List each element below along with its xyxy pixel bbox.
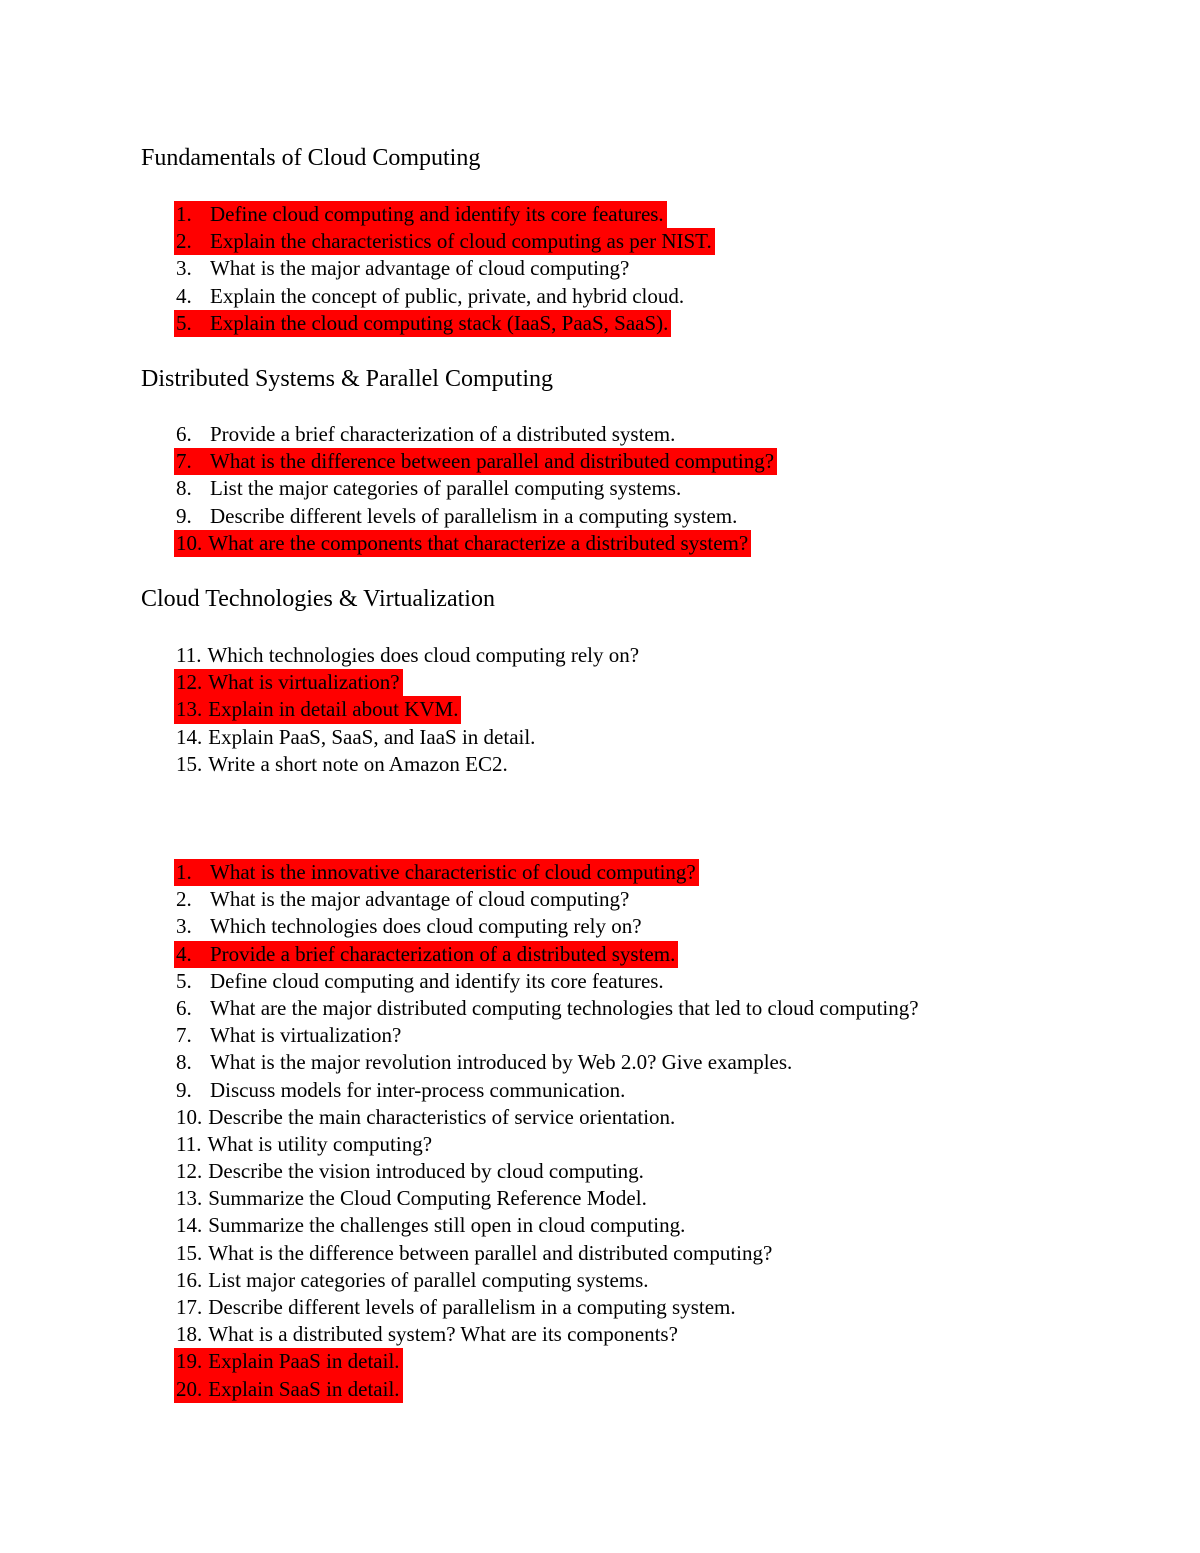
question-number: 13. <box>176 1186 203 1211</box>
question-item <box>176 201 715 228</box>
question-item <box>176 1294 922 1321</box>
question-text-wrap <box>174 1158 647 1185</box>
question-item <box>176 475 777 502</box>
question-text: What is utility computing? <box>207 1131 433 1156</box>
question-text: Discuss models for inter-process communication. <box>210 1077 626 1102</box>
question-text: Describe different levels of parallelism in a computing system. <box>210 503 738 528</box>
question-text: Provide a brief characterization of a distributed system. <box>210 941 676 966</box>
question-number: 6. <box>176 422 192 446</box>
question-list-additional <box>176 859 922 1403</box>
highlighted-question <box>174 310 671 337</box>
question-item <box>176 1104 922 1131</box>
question-text-wrap <box>174 968 667 995</box>
question-text-wrap <box>174 1212 688 1239</box>
question-item <box>176 530 777 557</box>
section-heading-distributed-systems: Distributed Systems & Parallel Computing <box>141 366 553 392</box>
question-number: 15. <box>176 751 203 776</box>
question-number: 17. <box>176 1295 203 1319</box>
question-text-wrap <box>174 255 632 282</box>
question-text-wrap <box>174 475 684 502</box>
question-item <box>176 696 642 723</box>
question-number: 3. <box>176 256 192 281</box>
question-item <box>176 859 922 886</box>
question-number: 12. <box>176 1159 203 1184</box>
question-text: Summarize the Cloud Computing Reference Model. <box>208 1186 647 1211</box>
question-item <box>176 913 922 940</box>
question-number: 2. <box>176 887 192 912</box>
question-text-wrap <box>174 1294 739 1321</box>
question-item <box>176 1348 922 1375</box>
question-item <box>176 968 922 995</box>
question-item <box>176 886 922 913</box>
question-number: 9. <box>176 503 192 528</box>
question-text: What is the major revolution introduced by Web 2.0? Give examples. <box>210 1050 793 1075</box>
question-text: Explain in detail about KVM. <box>208 697 459 722</box>
question-number: 8. <box>176 476 192 501</box>
question-item <box>176 1185 922 1212</box>
question-item <box>176 1158 922 1185</box>
question-text: Provide a brief characterization of a distributed system. <box>210 422 676 446</box>
section-heading-cloud-technologies: Cloud Technologies & Virtualization <box>141 586 495 612</box>
question-text: Explain the cloud computing stack (IaaS, PaaS, SaaS). <box>210 310 669 335</box>
question-text-wrap <box>174 1131 435 1158</box>
question-number: 6. <box>176 995 192 1020</box>
question-item <box>176 1077 922 1104</box>
question-text-wrap <box>174 995 922 1022</box>
question-text: What is the major advantage of cloud computing? <box>210 887 630 912</box>
question-text-wrap <box>174 724 538 751</box>
question-text-wrap <box>174 283 687 310</box>
question-text: Describe the vision introduced by cloud computing. <box>208 1159 644 1184</box>
question-item <box>176 1212 922 1239</box>
question-number: 18. <box>176 1322 203 1347</box>
question-number: 15. <box>176 1240 203 1265</box>
section-heading-fundamentals: Fundamentals of Cloud Computing <box>141 145 481 171</box>
question-item <box>176 448 777 475</box>
question-number: 14. <box>176 1213 203 1238</box>
question-number: 5. <box>176 310 192 335</box>
question-text: Describe the main characteristics of service orientation. <box>208 1104 676 1129</box>
question-number: 10. <box>176 530 203 555</box>
question-number: 11. <box>176 1131 202 1156</box>
question-text: Summarize the challenges still open in cloud computing. <box>208 1213 686 1238</box>
question-item <box>176 228 715 255</box>
question-list-fundamentals <box>176 201 715 337</box>
highlighted-question <box>174 941 678 968</box>
question-item <box>176 751 642 778</box>
question-text-wrap <box>174 751 511 778</box>
question-text-wrap <box>174 1077 628 1104</box>
highlighted-question <box>174 859 699 886</box>
question-text: List the major categories of parallel computing systems. <box>210 476 682 501</box>
question-text: Define cloud computing and identify its core features. <box>210 968 664 993</box>
question-text: What is virtualization? <box>208 670 400 695</box>
question-number: 13. <box>176 697 203 722</box>
question-text-wrap <box>174 1104 678 1131</box>
question-number: 2. <box>176 229 192 254</box>
question-item <box>176 1131 922 1158</box>
question-text-wrap <box>174 1049 795 1076</box>
question-text: Explain the characteristics of cloud computing as per NIST. <box>210 229 712 254</box>
question-text: Which technologies does cloud computing rely on? <box>210 914 642 939</box>
question-number: 11. <box>176 643 202 667</box>
question-text: Describe different levels of parallelism in a computing system. <box>208 1295 736 1319</box>
question-text-wrap <box>174 1321 681 1348</box>
question-number: 9. <box>176 1077 192 1102</box>
question-number: 4. <box>176 941 192 966</box>
highlighted-question <box>174 530 751 557</box>
question-number: 3. <box>176 914 192 939</box>
question-number: 10. <box>176 1104 203 1129</box>
question-text: Explain the concept of public, private, and hybrid cloud. <box>210 283 685 308</box>
question-text: What is the innovative characteristic of cloud computing? <box>210 860 696 884</box>
question-text: Write a short note on Amazon EC2. <box>208 751 508 776</box>
question-item <box>176 1049 922 1076</box>
question-text: What are the major distributed computing technologies that led to cloud computing? <box>210 995 919 1020</box>
question-number: 4. <box>176 283 192 308</box>
question-item <box>176 941 922 968</box>
question-item <box>176 1267 922 1294</box>
question-text: Which technologies does cloud computing rely on? <box>207 643 640 667</box>
highlighted-question <box>174 228 715 255</box>
question-list-distributed-systems <box>176 421 777 557</box>
question-number: 1. <box>176 860 192 884</box>
question-number: 8. <box>176 1050 192 1075</box>
question-item <box>176 724 642 751</box>
question-text: Explain PaaS in detail. <box>208 1349 400 1374</box>
question-text: Define cloud computing and identify its core features. <box>210 202 664 226</box>
question-text-wrap <box>174 1240 775 1267</box>
question-item <box>176 421 777 448</box>
question-text-wrap <box>174 1022 404 1049</box>
question-item <box>176 669 642 696</box>
question-text-wrap <box>174 1267 652 1294</box>
question-text-wrap <box>174 642 642 669</box>
question-text: What are the components that characterize a distributed system? <box>208 530 749 555</box>
question-number: 5. <box>176 968 192 993</box>
question-number: 14. <box>176 724 203 749</box>
question-item <box>176 283 715 310</box>
question-text-wrap <box>174 913 645 940</box>
question-number: 20. <box>176 1376 203 1401</box>
highlighted-question <box>174 1348 403 1375</box>
question-text-wrap <box>174 503 740 530</box>
highlighted-question <box>174 669 403 696</box>
question-text: Explain PaaS, SaaS, and IaaS in detail. <box>208 724 536 749</box>
question-text: List major categories of parallel computing systems. <box>208 1267 649 1292</box>
question-number: 12. <box>176 670 203 695</box>
question-item <box>176 255 715 282</box>
question-list-cloud-technologies <box>176 642 642 778</box>
question-item <box>176 642 642 669</box>
question-item <box>176 1240 922 1267</box>
question-item <box>176 1376 922 1403</box>
question-number: 7. <box>176 449 192 474</box>
question-text: Explain SaaS in detail. <box>208 1376 400 1401</box>
highlighted-question <box>174 696 461 723</box>
question-item <box>176 310 715 337</box>
question-text: What is the difference between parallel and distributed computing? <box>208 1240 773 1265</box>
question-number: 1. <box>176 202 192 226</box>
highlighted-question <box>174 1376 403 1403</box>
question-text: What is a distributed system? What are its components? <box>208 1322 678 1347</box>
question-text: What is virtualization? <box>210 1023 402 1048</box>
question-text: What is the major advantage of cloud computing? <box>210 256 630 281</box>
highlighted-question <box>174 201 667 228</box>
question-text-wrap <box>174 1185 650 1212</box>
question-text-wrap <box>174 886 632 913</box>
highlighted-question <box>174 448 777 475</box>
question-text: What is the difference between parallel and distributed computing? <box>210 449 775 474</box>
question-item <box>176 503 777 530</box>
question-item <box>176 995 922 1022</box>
question-item <box>176 1321 922 1348</box>
question-item <box>176 1022 922 1049</box>
question-text-wrap <box>174 421 678 448</box>
question-number: 7. <box>176 1023 192 1048</box>
question-number: 16. <box>176 1267 203 1292</box>
question-number: 19. <box>176 1349 203 1374</box>
